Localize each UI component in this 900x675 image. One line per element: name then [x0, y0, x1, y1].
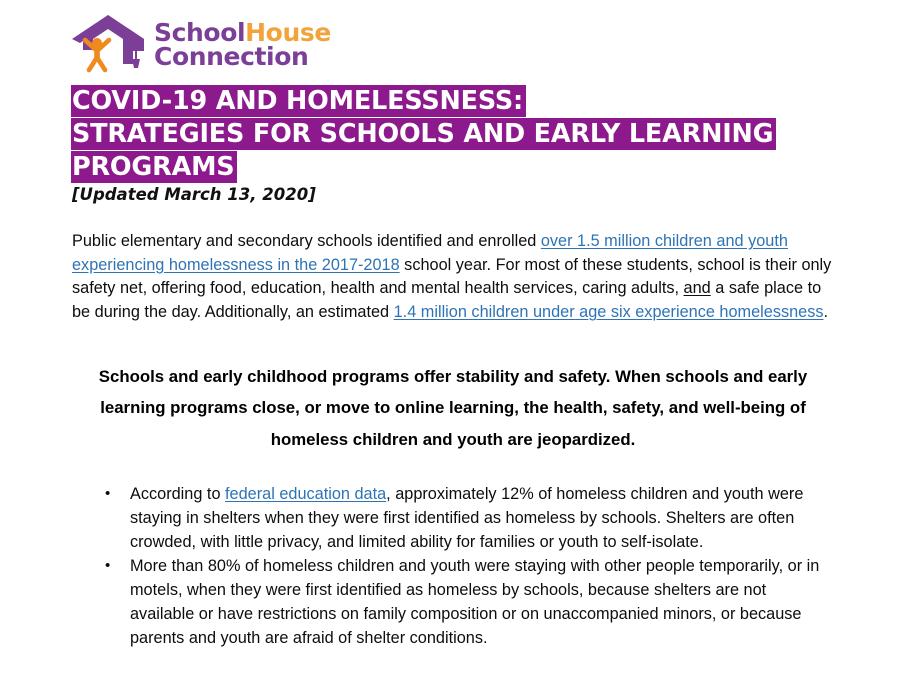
- callout-statement: Schools and early childhood programs offer stability and safety. When schools and early learning programs close, or move to online learning, the health, safety, and well-being of homeless children and youth are jeopardized.: [98, 366, 808, 449]
- logo-word-connection: Connection: [154, 42, 309, 71]
- intro-text-seg-3: a safe place to be during the day. Additionally, an estimated: [72, 279, 822, 322]
- updated-date: [Updated March 13, 2020]: [72, 185, 316, 204]
- page-title: [72, 85, 862, 184]
- page-title-line-2: STRATEGIES FOR SCHOOLS AND EARLY LEARNING: [72, 119, 774, 149]
- list-item: [72, 555, 834, 650]
- intro-text-seg-2: school year. For most of these students, school is their only safety net, offering food, education, health and mental health services, caring adults,: [72, 255, 832, 298]
- link-federal-homeless-enrollment-data[interactable]: over 1.5 million children and youth experiencing homelessness in the 2017-2018: [72, 232, 788, 274]
- document-body: [72, 230, 834, 650]
- house-graduation-cap-icon: [70, 12, 146, 74]
- intro-emphasis-and: and: [683, 279, 711, 298]
- bullet-1-seg-2: , approximately 12% of homeless children and youth were staying in shelters when they were first identified as homeless by schools. Shelters are often crowded, with little privacy, and limited ability for families or youth to self-isolate.: [130, 485, 804, 551]
- schoolhouse-connection-logo[interactable]: [70, 12, 331, 74]
- logo-wordmark: [154, 17, 331, 69]
- intro-text-seg-4: .: [823, 303, 829, 322]
- bullet-1-seg-1: According to: [130, 485, 226, 504]
- link-federal-education-data[interactable]: federal education data: [225, 485, 387, 504]
- intro-text-seg-1: Public elementary and secondary schools identified and enrolled: [72, 232, 541, 250]
- link-young-children-homelessness[interactable]: 1.4 million children under age six experience homelessness: [393, 303, 824, 322]
- page-title-line-3: PROGRAMS: [72, 152, 235, 182]
- list-item: [72, 483, 834, 554]
- key-facts-list: [72, 455, 834, 650]
- logo-word-house: House: [245, 18, 331, 47]
- bullet-2-seg-1: More than 80% of homeless children and youth were staying with other people temporarily, or in motels, when they were first identified as homeless by schools, because shelters are not available or have restrictions on family composition or on unaccompanied minors, or because parents and youth are afraid of shelter conditions.: [130, 557, 820, 647]
- logo-word-school: School: [154, 18, 246, 47]
- page-title-line-1: COVID-19 AND HOMELESSNESS:: [72, 86, 524, 116]
- intro-paragraph: [72, 230, 834, 325]
